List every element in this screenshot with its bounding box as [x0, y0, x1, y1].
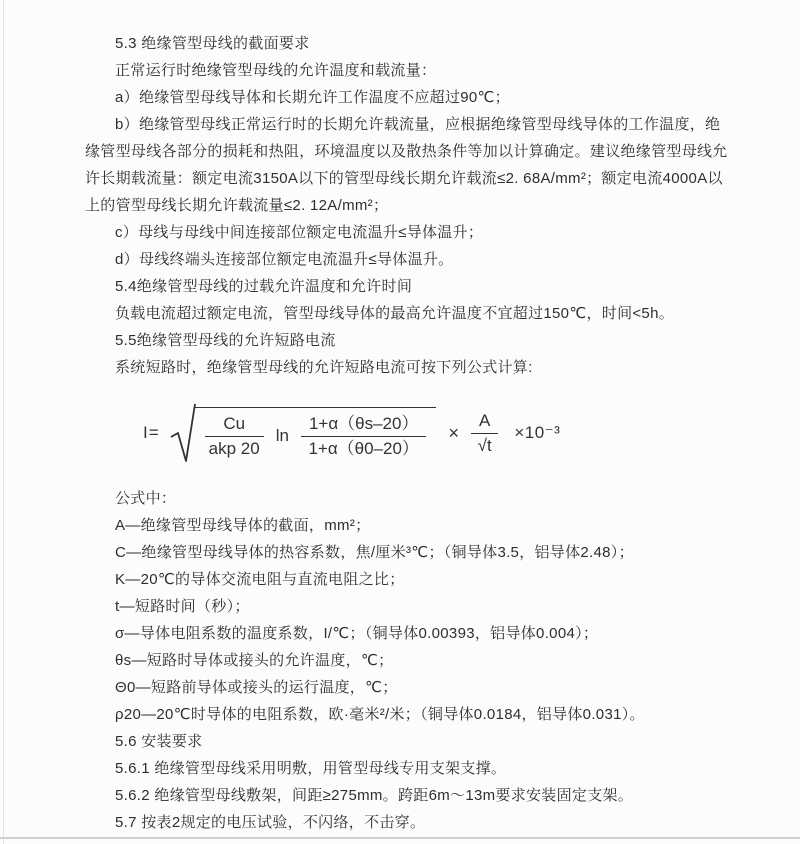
bottom-rule: [0, 837, 800, 839]
ln-operator: ln: [275, 426, 289, 445]
para-operating-conditions: 正常运行时绝缘管型母线的允许温度和载流量：: [115, 62, 437, 79]
fraction-cu-akp: [205, 413, 264, 460]
fraction-numerator: Cu: [205, 413, 264, 437]
multiply-operator: ×: [448, 422, 459, 443]
def-sigma: σ—导体电阻系数的温度系数，I/℃；（铜导体0.00393，铝导体0.004）；: [115, 625, 599, 642]
fraction-denominator: akp 20: [208, 438, 260, 458]
radical-icon: [170, 401, 196, 465]
def-C: C—绝缘管型母线导体的热容系数，焦/厘米³℃；（铜导体3.5，铝导体2.48）；: [115, 544, 634, 561]
def-t: t—短路时间（秒）；: [115, 598, 250, 615]
def-theta-0: Θ0—短路前导体或接头的运行温度，℃；: [115, 679, 398, 696]
formula-legend-intro: 公式中：: [115, 490, 177, 507]
item-d: d）母线终端头连接部位额定电流温升≤导体温升。: [115, 251, 454, 268]
fraction-a-sqrt-t: [471, 410, 498, 457]
formula-lhs: I=: [143, 423, 160, 442]
def-K: K—20℃的导体交流电阻与直流电阻之比；: [115, 571, 405, 588]
item-c: c）母线与母线中间连接部位额定电流温升≤导体温升；: [115, 224, 484, 241]
item-a: a）绝缘管型母线导体和长期允许工作温度不应超过90℃；: [115, 89, 510, 106]
para-short-circuit-intro: 系统短路时，绝缘管型母线的允许短路电流可按下列公式计算:: [115, 359, 533, 376]
fraction-denominator: 1+α（θ0–20）: [308, 438, 419, 458]
section-5-5-heading: 5.5绝缘管型母线的允许短路电流: [115, 332, 336, 349]
power-of-ten-factor: ×10⁻³: [514, 423, 561, 442]
document-page: [85, 30, 730, 836]
def-theta-s: θs—短路时导体或接头的允许温度，℃；: [115, 652, 394, 669]
section-5-6-heading: 5.6 安装要求: [115, 733, 203, 750]
fraction-numerator: 1+α（θs–20）: [301, 413, 427, 437]
para-5-7: 5.7 按表2规定的电压试验，不闪络，不击穿。: [115, 814, 426, 831]
section-5-3-heading: 5.3 绝缘管型母线的截面要求: [115, 35, 310, 52]
radical-content: [195, 407, 437, 460]
def-A: A—绝缘管型母线导体的截面，mm²；: [115, 517, 371, 534]
section-5-4-heading: 5.4绝缘管型母线的过载允许温度和允许时间: [115, 278, 413, 295]
fraction-numerator: A: [471, 410, 498, 434]
def-rho-20: ρ20—20℃时导体的电阻系数，欧·毫米²/米；（铜导体0.0184，铝导体0.031）。: [115, 706, 645, 723]
page-edge-line: [3, 0, 4, 844]
short-circuit-current-formula: [143, 400, 730, 466]
fraction-alpha-theta: [301, 413, 427, 460]
item-b: b）绝缘管型母线正常运行时的长期允许载流量，应根据绝缘管型母线导体的工作温度，绝缘管型母线各部分的损耗和热阻，环境温度以及散热条件等加以计算确定。建议绝缘管型母线允许长期载流量：额定电流3150A以下的管型母线长期允许载流≤2. 68A/mm²；额定电流4000A以上的管型母线长期允许载流量≤2. 12A/mm²；: [85, 116, 728, 214]
para-5-6-1: 5.6.1 绝缘管型母线采用明敷，用管型母线专用支架支撑。: [115, 760, 507, 777]
fraction-denominator: √t: [477, 435, 492, 455]
para-5-6-2: 5.6.2 绝缘管型母线敷架，间距≥275mm。跨距6m～13m要求安装固定支架。: [115, 787, 634, 804]
para-overload: 负载电流超过额定电流，管型母线导体的最高允许温度不宜超过150℃，时间<5h。: [115, 305, 675, 322]
